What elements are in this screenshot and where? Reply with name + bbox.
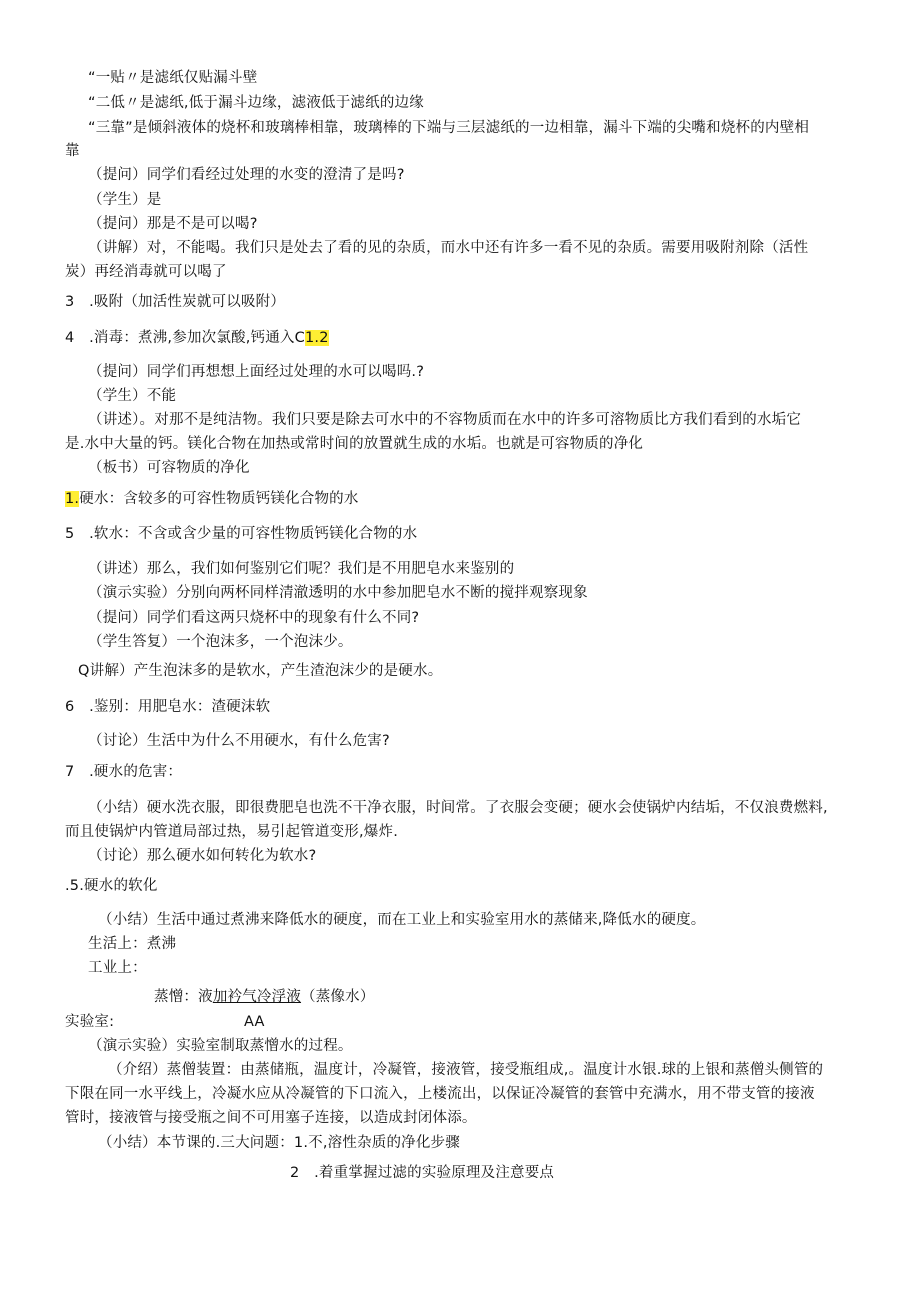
text-line: （小结）硬水洗衣服，即很费肥皂也洗不干净衣服，时间常。了衣服会变硬；硬水会使锅炉内结垢，不仅浪费燃料, — [88, 800, 828, 816]
text-line: （讲解）对，不能喝。我们只是处去了看的见的杂质，而水中还有许多一看不见的杂质。需要用吸附剂除（活性 — [88, 240, 809, 256]
text-line: （演示实验）实验室制取蒸憎水的过程。 — [88, 1038, 353, 1054]
text-line: （小结）本节课的.三大问题：1.不,溶性杂质的净化步骤 — [98, 1135, 460, 1151]
text-line: （学生答复）一个泡沫多，一个泡沫少。 — [88, 634, 353, 650]
distillation-formula: 蒸憎：液加衿气冷浮液（蒸像水） — [154, 989, 375, 1005]
text-line: 而且使锅炉内管道局部过热，易引起管道变形,爆炸. — [65, 824, 399, 840]
text-line: 1.硬水：含较多的可容性物质钙镁化合物的水 — [65, 491, 359, 507]
text-line: （介绍）蒸僧装置：由蒸储瓶，温度计，冷凝管，接液管，接受瓶组成,。温度计水银.球的上银和蒸僧头侧管的 — [108, 1062, 824, 1078]
text-line: 是.水中大量的钙。镁化合物在加热或常时间的放置就生成的水垢。也就是可容物质的净化 — [65, 436, 644, 452]
text-line: 工业上： — [88, 960, 147, 976]
text-line: （提问）同学们再想想上面经过处理的水可以喝吗.? — [88, 364, 425, 380]
text-line: 3 .吸附（加活性炭就可以吸附） — [65, 294, 286, 310]
text-line: “二低〃是滤纸,低于漏斗边缘，滤液低于滤纸的边缘 — [88, 95, 424, 111]
text-line: （演示实验）分别向两杯同样清澈透明的水中参加肥皂水不断的搅拌观察现象 — [88, 585, 588, 601]
text-line: 靠 — [65, 143, 80, 159]
text-line: Q讲解）产生泡沫多的是软水，产生渣泡沫少的是硬水。 — [78, 663, 443, 679]
text-line: 5 .软水：不含或含少量的可容性物质钙镁化合物的水 — [65, 526, 418, 542]
text-line: （提问）那是不是可以喝? — [88, 216, 258, 232]
text-line: “三靠”是倾斜液体的烧杯和玻璃棒相靠，玻璃棒的下端与三层滤纸的一边相靠，漏斗下端的尖嘴和烧杯的内壁相 — [88, 120, 810, 136]
highlighted-text: 1. — [65, 491, 80, 507]
text-line: “一贴〃是滤纸仅贴漏斗壁 — [88, 70, 258, 86]
text-line: 下限在同一水平线上，冷凝水应从冷凝管的下口流入，上楼流出，以保证冷凝管的套管中充满水，用不带支管的接液 — [65, 1086, 815, 1102]
text-line: （提问）同学们看经过处理的水变的澄清了是吗? — [88, 167, 405, 183]
text-line: 4 .消毒：煮沸,参加次氯酸,钙通入C1.2 — [65, 330, 329, 346]
text-line: 2 .着重掌握过滤的实验原理及注意要点 — [290, 1165, 555, 1181]
text-line: .5.硬水的软化 — [65, 878, 158, 894]
text-line: 管时，接液管与接受瓶之间不可用塞子连接，以造成封闭体添。 — [65, 1110, 477, 1126]
highlighted-text: 1.2 — [304, 330, 329, 346]
text-line: 实验室: — [65, 1014, 115, 1030]
text-line: 炭）再经消毒就可以喝了 — [65, 264, 227, 280]
text-line: （板书）可容物质的净化 — [88, 460, 250, 476]
text-line: （学生）不能 — [88, 388, 177, 404]
text-line: 生活上：煮沸 — [88, 936, 177, 952]
text-line: （讲述）那么，我们如何鉴别它们呢？我们是不用肥皂水来鉴别的 — [88, 561, 515, 577]
text-line: （学生）是 — [88, 192, 162, 208]
text-line: （讲述）。对那不是纯洁物。我们只要是除去可水中的不容物质而在水中的许多可溶物质比方我们看到的水垢它 — [88, 412, 802, 428]
text-line: 6 .鉴别：用肥皂水：渣硬沫软 — [65, 699, 271, 715]
text-line: （小结）生活中通过煮沸来降低水的硬度，而在工业上和实验室用水的蒸储来,降低水的硬度。 — [98, 912, 706, 928]
text-line: （讨论）生活中为什么不用硬水，有什么危害? — [88, 733, 390, 749]
text-line: （讨论）那么硬水如何转化为软水? — [88, 848, 317, 864]
text-line: （提问）同学们看这两只烧杯中的现象有什么不同? — [88, 610, 420, 626]
text-line: 7 .硬水的危害： — [65, 764, 183, 780]
text-line: AA — [244, 1014, 265, 1030]
